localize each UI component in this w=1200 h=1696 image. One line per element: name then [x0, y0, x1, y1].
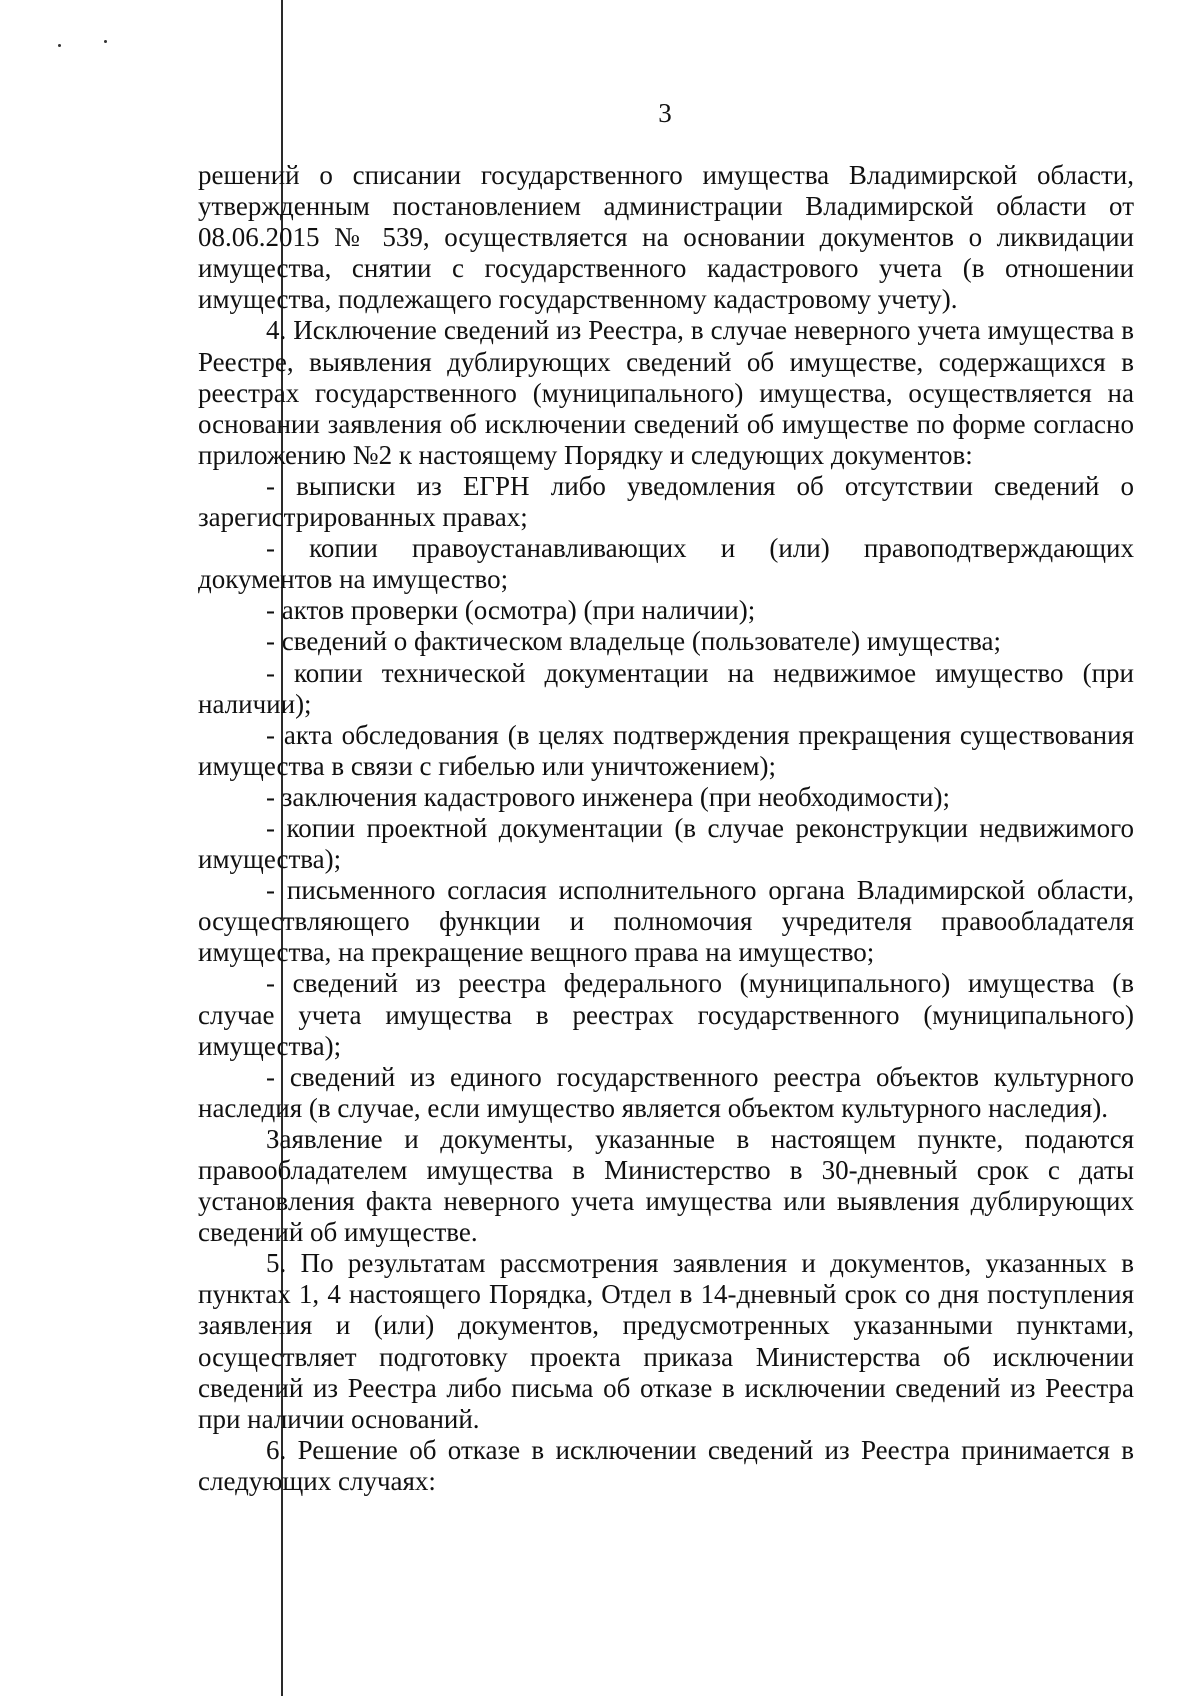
list-item: - сведений о фактическом владельце (пользователе) имущества;	[266, 626, 1002, 657]
paragraph-item-5: 5. По результатам рассмотрения заявления и документов, указанных в пунктах 1, 4 настоящего Порядка, Отдел в 14-дневный срок со дня поступления заявления и (или) документов, предусмотренных указанными пунктами, осуществляет подготовку проекта приказа Министерства об исключении сведений из Реестра либо письма об отказе в исключении сведений из Реестра при наличии оснований.	[198, 1248, 1134, 1434]
paragraph-item-4: 4. Исключение сведений из Реестра, в случае неверного учета имущества в Реестре, выявления дублирующих сведений об имуществе, содержащихся в реестрах государственного (муниципального) имущества, осуществляется на основании заявления об исключении сведений об имуществе по форме согласно приложению №2 к настоящему Порядку и следующих документов:	[198, 315, 1134, 470]
scan-speck	[104, 40, 107, 43]
list-item: - заключения кадастрового инженера (при необходимости);	[266, 781, 950, 812]
list-item: - копии правоустанавливающих и (или) правоподтверждающих документов на имущество;	[198, 533, 1134, 595]
document-body	[198, 160, 1134, 1497]
list-item: - сведений из реестра федерального (муниципального) имущества (в случае учета имущества в реестрах государственного (муниципального) имущества);	[198, 968, 1134, 1061]
list-item: - письменного согласия исполнительного органа Владимирской области, осуществляющего функции и полномочия учредителя правообладателя имущества, на прекращение вещного права на имущество;	[198, 875, 1134, 968]
scan-speck	[58, 44, 61, 47]
list-item: - актов проверки (осмотра) (при наличии);	[266, 595, 756, 626]
list-item: - акта обследования (в целях подтверждения прекращения существования имущества в связи с гибелью или уничтожением);	[198, 719, 1134, 781]
paragraph-submission: Заявление и документы, указанные в настоящем пункте, подаются правообладателем имущества в Министерство в 30-дневный срок с даты установления факта неверного учета имущества или выявления дублирующих сведений об имуществе.	[198, 1123, 1134, 1248]
list-item: - копии технической документации на недвижимое имущество (при наличии);	[198, 657, 1134, 719]
list-item: - выписки из ЕГРН либо уведомления об отсутствии сведений о зарегистрированных правах;	[198, 470, 1134, 533]
paragraph-continuation: решений о списании государственного имущества Владимирской области, утвержденным постановлением администрации Владимирской области от 08.06.2015 № 539, осуществляется на основании документов о ликвидации имущества, снятии с государственного кадастрового учета (в отношении имущества, подлежащего государственному кадастровому учету).	[198, 160, 1134, 315]
list-item: - копии проектной документации (в случае реконструкции недвижимого имущества);	[198, 812, 1134, 875]
paragraph-item-6: 6. Решение об отказе в исключении сведений из Реестра принимается в следующих случаях:	[198, 1434, 1134, 1496]
list-item: - сведений из единого государственного реестра объектов культурного наследия (в случае, если имущество является объектом культурного наследия).	[198, 1061, 1134, 1123]
page-number: 3	[658, 98, 672, 128]
